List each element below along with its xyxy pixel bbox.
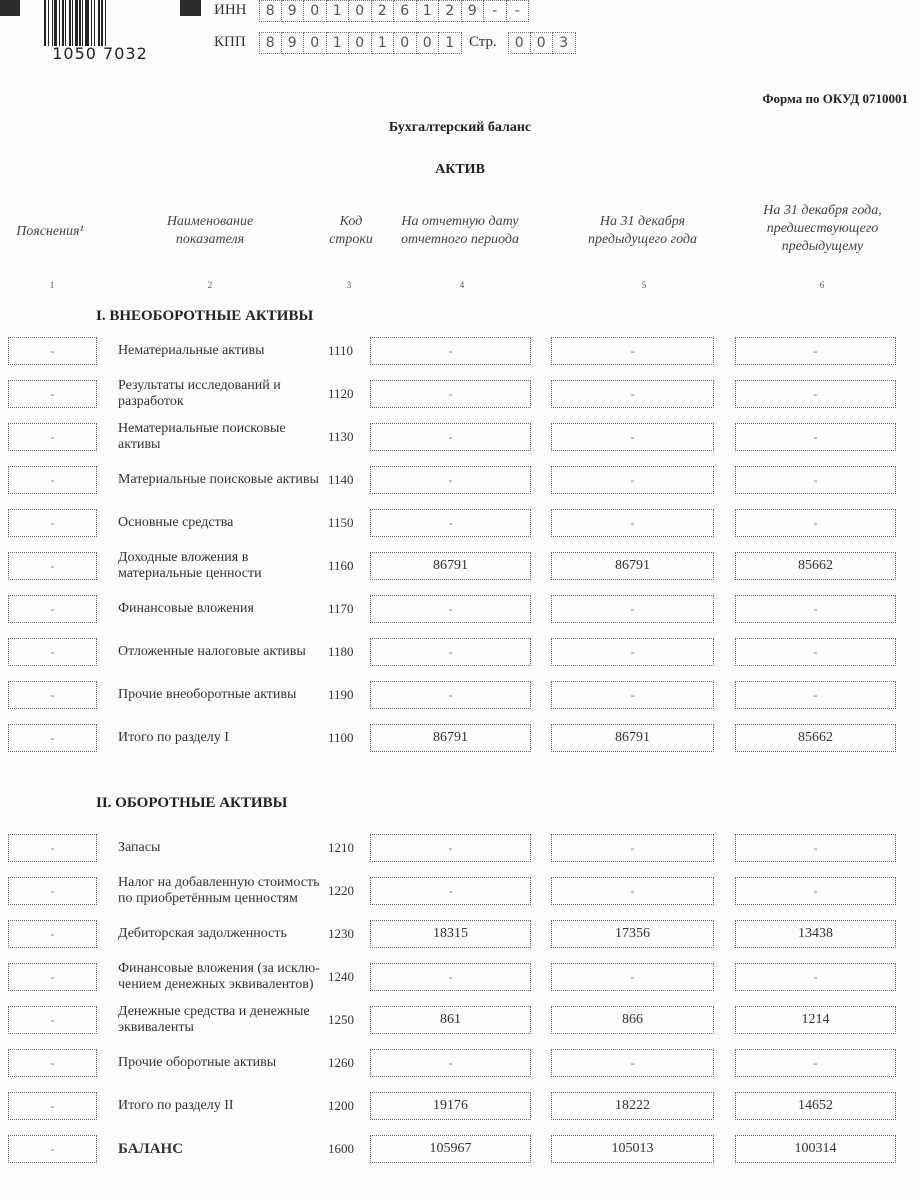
row-code: 1200: [328, 1098, 354, 1113]
row-label: Результаты исследований и разработок: [118, 378, 281, 409]
row-code: 1120: [328, 386, 354, 401]
notes-field[interactable]: -: [8, 595, 97, 623]
value-prev-prev-year[interactable]: -: [735, 834, 896, 862]
row-code: 1230: [328, 926, 354, 941]
notes-field[interactable]: -: [8, 920, 97, 948]
value-current-period[interactable]: -: [370, 337, 531, 365]
row-label: Запасы: [118, 840, 161, 855]
col-header-code: Код строки: [329, 214, 373, 247]
row-code: 1150: [328, 515, 354, 530]
kpp-digit[interactable]: 9: [282, 32, 305, 54]
col-header-notes: Пояснения¹: [16, 224, 84, 239]
value-current-period[interactable]: -: [370, 509, 531, 537]
page-digit[interactable]: 3: [553, 32, 576, 54]
inn-digit[interactable]: 1: [327, 0, 350, 22]
inn-digit[interactable]: 6: [394, 0, 417, 22]
value-prev-year[interactable]: 86791: [551, 724, 714, 752]
value-current-period[interactable]: -: [370, 380, 531, 408]
value-prev-prev-year[interactable]: -: [735, 337, 896, 365]
row-label: Нематериальные активы: [118, 343, 265, 358]
col-number-2: 2: [207, 280, 213, 290]
row-code: 1260: [328, 1055, 354, 1070]
row-label: Основные средства: [118, 515, 234, 530]
row-code: 1140: [328, 472, 354, 487]
value-current-period[interactable]: -: [370, 834, 531, 862]
value-current-period[interactable]: -: [370, 877, 531, 905]
col-header-prev-prev-year: На 31 декабря года, предшествующего предыдущему: [763, 203, 882, 254]
col-number-1: 1: [49, 280, 55, 290]
value-prev-year[interactable]: 17356: [551, 920, 714, 948]
value-prev-year[interactable]: -: [551, 595, 714, 623]
col-header-current: На отчетную дату отчетного периода: [401, 214, 519, 247]
row-code: 1210: [328, 840, 354, 855]
registration-mark-right: [180, 0, 201, 16]
inn-digit[interactable]: 1: [417, 0, 440, 22]
kpp-digit[interactable]: 0: [304, 32, 327, 54]
value-prev-year[interactable]: -: [551, 380, 714, 408]
value-prev-prev-year[interactable]: 1214: [735, 1006, 896, 1034]
inn-label: ИНН: [214, 2, 247, 18]
value-current-period[interactable]: 861: [370, 1006, 531, 1034]
value-prev-prev-year[interactable]: 13438: [735, 920, 896, 948]
row-code: 1250: [328, 1012, 354, 1027]
row-label: Доходные вложения в материальные ценности: [118, 550, 262, 581]
kpp-digit[interactable]: 8: [259, 32, 282, 54]
row-code: 1130: [328, 429, 354, 444]
section-title-current-assets: II. ОБОРОТНЫЕ АКТИВЫ: [96, 795, 288, 811]
value-current-period[interactable]: -: [370, 963, 531, 991]
value-prev-year[interactable]: -: [551, 423, 714, 451]
page-digit[interactable]: 0: [531, 32, 554, 54]
col-number-3: 3: [346, 280, 352, 290]
value-current-period[interactable]: -: [370, 681, 531, 709]
row-code: 1170: [328, 601, 354, 616]
notes-field[interactable]: -: [8, 423, 97, 451]
value-prev-year[interactable]: -: [551, 681, 714, 709]
inn-digit[interactable]: 0: [349, 0, 372, 22]
value-prev-prev-year[interactable]: 14652: [735, 1092, 896, 1120]
row-code: 1600: [328, 1141, 354, 1156]
barcode: [44, 0, 156, 46]
value-prev-year[interactable]: 18222: [551, 1092, 714, 1120]
value-prev-prev-year[interactable]: -: [735, 1049, 896, 1077]
value-prev-year[interactable]: 86791: [551, 552, 714, 580]
value-prev-prev-year[interactable]: 100314: [735, 1135, 896, 1163]
value-prev-year[interactable]: 866: [551, 1006, 714, 1034]
notes-field[interactable]: -: [8, 509, 97, 537]
notes-field[interactable]: -: [8, 380, 97, 408]
inn-digit[interactable]: 2: [372, 0, 395, 22]
section-heading-aktiv: АКТИВ: [435, 162, 485, 177]
value-prev-year[interactable]: -: [551, 877, 714, 905]
value-prev-year[interactable]: -: [551, 509, 714, 537]
col-number-4: 4: [459, 280, 465, 290]
value-current-period[interactable]: 105967: [370, 1135, 531, 1163]
value-prev-prev-year[interactable]: -: [735, 963, 896, 991]
kpp-label: КПП: [214, 34, 246, 50]
row-label: Налог на добавленную стоимость по приобретённым ценностям: [118, 875, 320, 906]
value-prev-prev-year[interactable]: -: [735, 466, 896, 494]
kpp-digit[interactable]: 0: [417, 32, 440, 54]
notes-field[interactable]: -: [8, 638, 97, 666]
form-okud-code: Форма по ОКУД 0710001: [762, 91, 908, 106]
value-prev-prev-year[interactable]: -: [735, 509, 896, 537]
value-current-period[interactable]: 19176: [370, 1092, 531, 1120]
notes-field[interactable]: -: [8, 1049, 97, 1077]
kpp-digit[interactable]: 1: [327, 32, 350, 54]
row-label: Финансовые вложения (за исклю-чением денежных эквивалентов): [118, 961, 320, 992]
value-prev-prev-year[interactable]: 85662: [735, 724, 896, 752]
value-prev-prev-year[interactable]: -: [735, 638, 896, 666]
value-current-period[interactable]: -: [370, 466, 531, 494]
row-code: 1110: [328, 343, 354, 358]
value-prev-year[interactable]: -: [551, 834, 714, 862]
kpp-digit[interactable]: 1: [439, 32, 462, 54]
col-number-5: 5: [641, 280, 647, 290]
value-current-period[interactable]: -: [370, 1049, 531, 1077]
col-header-prev-year: На 31 декабря предыдущего года: [588, 214, 697, 247]
row-label: Итого по разделу I: [118, 730, 229, 745]
value-prev-year[interactable]: -: [551, 466, 714, 494]
kpp-digit[interactable]: 1: [372, 32, 395, 54]
notes-field[interactable]: -: [8, 552, 97, 580]
row-label: Итого по разделу II: [118, 1098, 234, 1113]
value-prev-prev-year[interactable]: 85662: [735, 552, 896, 580]
col-number-6: 6: [819, 280, 825, 290]
notes-field[interactable]: -: [8, 1006, 97, 1034]
document-title: Бухгалтерский баланс: [388, 120, 532, 135]
row-label: Денежные средства и денежные эквиваленты: [118, 1004, 310, 1035]
notes-field[interactable]: -: [8, 877, 97, 905]
notes-field[interactable]: -: [8, 681, 97, 709]
value-current-period[interactable]: -: [370, 595, 531, 623]
row-label: Отложенные налоговые активы: [118, 644, 306, 659]
inn-digit[interactable]: -: [484, 0, 507, 22]
inn-digit[interactable]: 9: [282, 0, 305, 22]
row-label: Нематериальные поисковые активы: [118, 421, 286, 452]
notes-field[interactable]: -: [8, 1135, 97, 1163]
notes-field[interactable]: -: [8, 724, 97, 752]
value-prev-prev-year[interactable]: -: [735, 877, 896, 905]
row-label: Материальные поисковые активы: [118, 472, 319, 487]
inn-digit[interactable]: 0: [304, 0, 327, 22]
page-digit[interactable]: 0: [508, 32, 531, 54]
barcode-number: 1050 7032: [52, 44, 148, 63]
row-code: 1180: [328, 644, 354, 659]
inn-digit[interactable]: 2: [439, 0, 462, 22]
row-code: 1190: [328, 687, 354, 702]
kpp-field[interactable]: [259, 32, 462, 54]
col-header-name: Наименование показателя: [166, 214, 254, 247]
value-prev-prev-year[interactable]: -: [735, 423, 896, 451]
row-label: Финансовые вложения: [118, 601, 254, 616]
value-prev-year[interactable]: -: [551, 963, 714, 991]
value-prev-year[interactable]: -: [551, 1049, 714, 1077]
value-current-period[interactable]: -: [370, 423, 531, 451]
inn-digit[interactable]: -: [507, 0, 530, 22]
row-code: 1100: [328, 730, 354, 745]
notes-field[interactable]: -: [8, 337, 97, 365]
value-prev-prev-year[interactable]: -: [735, 681, 896, 709]
notes-field[interactable]: -: [8, 1092, 97, 1120]
value-current-period[interactable]: 86791: [370, 552, 531, 580]
page-label: Стр.: [469, 34, 497, 50]
value-prev-year[interactable]: -: [551, 337, 714, 365]
inn-digit[interactable]: 8: [259, 0, 282, 22]
section-title-noncurrent-assets: I. ВНЕОБОРОТНЫЕ АКТИВЫ: [96, 308, 314, 324]
notes-field[interactable]: -: [8, 834, 97, 862]
notes-field[interactable]: -: [8, 963, 97, 991]
value-prev-prev-year[interactable]: -: [735, 380, 896, 408]
registration-mark-left: [0, 0, 20, 16]
inn-digit[interactable]: 9: [462, 0, 485, 22]
row-label: Дебиторская задолженность: [118, 926, 287, 941]
value-current-period[interactable]: -: [370, 638, 531, 666]
inn-field[interactable]: [259, 0, 529, 22]
value-prev-prev-year[interactable]: -: [735, 595, 896, 623]
row-code: 1160: [328, 558, 354, 573]
kpp-digit[interactable]: 0: [349, 32, 372, 54]
value-prev-year[interactable]: 105013: [551, 1135, 714, 1163]
row-code: 1220: [328, 883, 354, 898]
row-label: Прочие оборотные активы: [118, 1055, 277, 1070]
page-number-field[interactable]: [508, 32, 576, 54]
value-prev-year[interactable]: -: [551, 638, 714, 666]
row-code: 1240: [328, 969, 354, 984]
value-current-period[interactable]: 18315: [370, 920, 531, 948]
value-current-period[interactable]: 86791: [370, 724, 531, 752]
row-label: БАЛАНС: [118, 1141, 184, 1157]
notes-field[interactable]: -: [8, 466, 97, 494]
kpp-digit[interactable]: 0: [394, 32, 417, 54]
row-label: Прочие внеоборотные активы: [118, 687, 297, 702]
